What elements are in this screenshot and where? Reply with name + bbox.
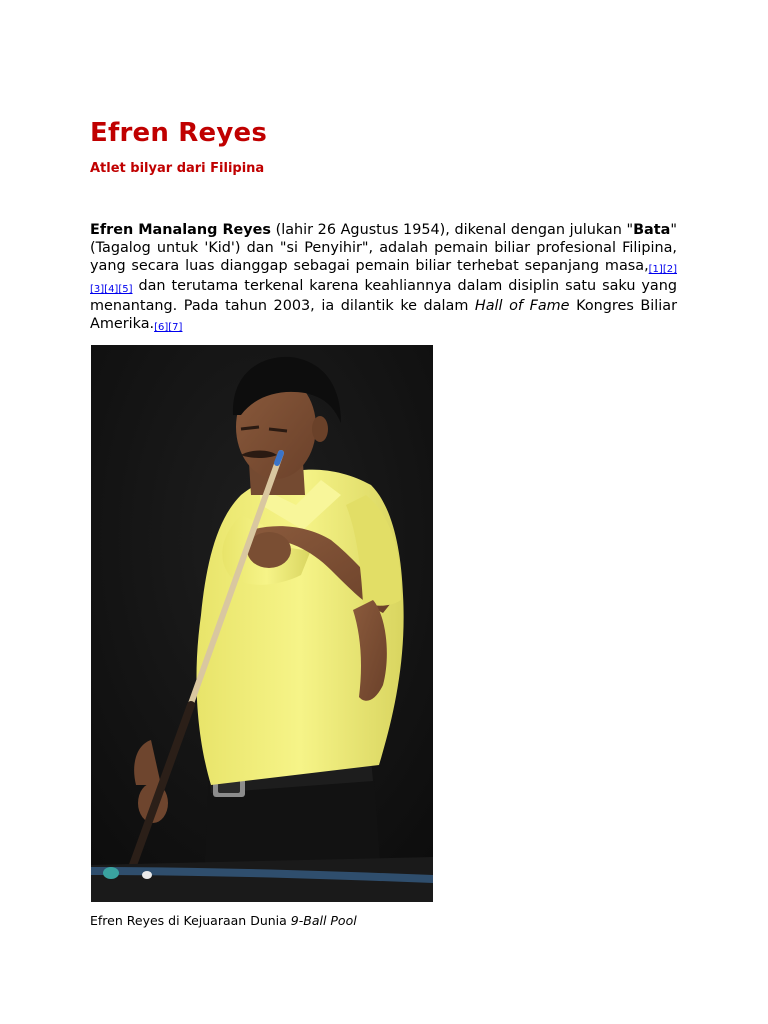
- intro-paragraph: [90, 221, 677, 335]
- intro-text-1: (lahir 26 Agustus 1954), dikenal dengan julukan ": [271, 222, 634, 238]
- citation-link-1[interactable]: [1]: [648, 264, 663, 275]
- page-title: Efren Reyes: [90, 118, 268, 148]
- citation-link-6[interactable]: [6]: [154, 322, 169, 333]
- citation-group-2: [154, 322, 182, 333]
- player-photo: [91, 345, 433, 902]
- page-subtitle: Atlet bilyar dari Filipina: [90, 161, 265, 176]
- citation-link-3[interactable]: [3]: [90, 284, 105, 295]
- caption-text: Efren Reyes di Kejuaraan Dunia: [90, 913, 291, 928]
- citation-link-7[interactable]: [7]: [168, 322, 183, 333]
- photo-caption: [90, 913, 357, 928]
- citation-link-5[interactable]: [5]: [118, 284, 133, 295]
- nickname: Bata: [633, 222, 671, 238]
- citation-link-4[interactable]: [4]: [104, 284, 119, 295]
- intro-text-4: Kongres Biliar Amerika.: [90, 298, 678, 332]
- citation-link-2[interactable]: [2]: [662, 264, 677, 275]
- intro-text-3: dan terutama terkenal karena keahliannya dalam disiplin satu saku yang menantang. Pada tahun 2003, ia dilantik ke dalam: [90, 278, 677, 314]
- intro-text-2: " (Tagalog untuk 'Kid') dan "si Penyihir", adalah pemain biliar profesional Filipina, yang secara luas dianggap sebagai pemain biliar terhebat sepanjang masa,: [90, 222, 677, 274]
- player-photo-illustration: [91, 345, 433, 902]
- subject-name: Efren Manalang Reyes: [90, 222, 271, 238]
- caption-italic: 9-Ball Pool: [290, 913, 357, 928]
- hall-of-fame-text: Hall of Fame: [474, 298, 570, 314]
